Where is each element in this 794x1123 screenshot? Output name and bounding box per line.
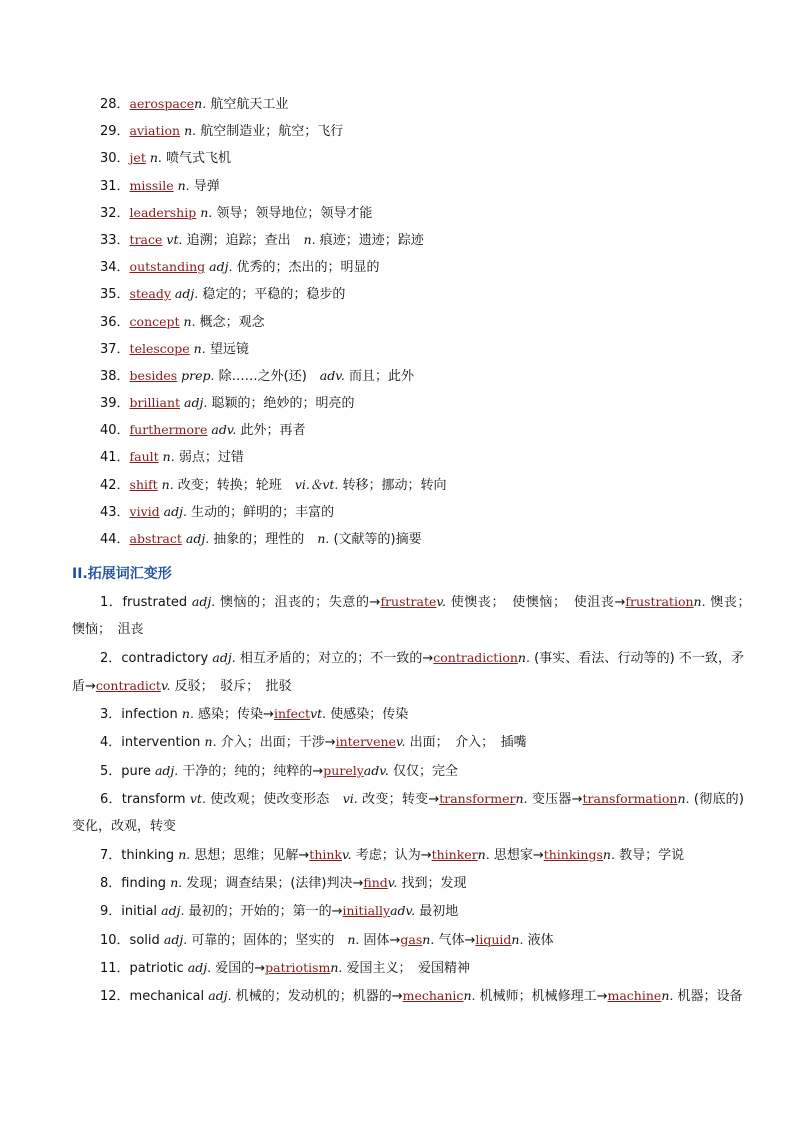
vocab-definition: 导弹 xyxy=(189,178,220,194)
entry-text: 12．mechanical xyxy=(100,989,209,1005)
derived-word: frustration xyxy=(625,594,694,609)
vocab-definition: 除……之外(还) xyxy=(214,368,320,384)
part-of-speech: adj. xyxy=(208,988,232,1004)
vocabulary-list xyxy=(100,94,740,556)
vocab-number: 31． xyxy=(100,178,130,194)
entry-text: (彻底的) 变化，改观，转变 xyxy=(72,792,749,835)
derived-word: frustrate xyxy=(380,594,437,609)
vocab-pos: adj. xyxy=(205,259,233,275)
part-of-speech: v. xyxy=(436,594,446,609)
derived-word: liquid xyxy=(475,931,512,947)
part-of-speech: n. xyxy=(170,874,183,890)
part-of-speech: vt. xyxy=(189,791,206,807)
entry-text: 11．patriotic xyxy=(100,960,188,976)
part-of-speech: n. xyxy=(511,931,524,947)
vocab-definition: 领导；领导地位；领导才能 xyxy=(212,205,373,221)
part-of-speech: adj. xyxy=(187,959,212,975)
vocab-pos: n. xyxy=(179,313,196,329)
vocab-item xyxy=(100,393,740,420)
word-extension-entry xyxy=(72,588,758,644)
vocab-word: aviation xyxy=(129,123,181,139)
vocab-word: besides xyxy=(129,367,178,383)
vocab-number: 35． xyxy=(100,287,130,303)
word-extension-entry xyxy=(72,869,744,897)
vocab-number: 34． xyxy=(100,260,130,276)
entry-text: 5．pure xyxy=(100,763,155,779)
entry-text: 感染；传染→ xyxy=(193,707,274,723)
entry-text: 最初的；开始的；第一的→ xyxy=(184,904,343,920)
part-of-speech: v. xyxy=(160,677,171,693)
entry-text: 7．thinking xyxy=(100,847,179,863)
entry-text: 气体→ xyxy=(434,932,476,948)
vocab-definition: 此外；再者 xyxy=(236,423,306,439)
part-of-speech: n. xyxy=(181,706,194,722)
entry-text: 可靠的；固体的；坚实的 xyxy=(187,932,348,948)
vocab-item xyxy=(100,420,740,447)
vocab-pos: n. xyxy=(196,204,213,220)
part-of-speech: n. xyxy=(178,846,191,862)
entry-text: 使感染；传染 xyxy=(326,707,409,723)
vocab-definition: 航空制造业；航空；飞行 xyxy=(196,124,344,140)
entry-text: 使改观；使改变形态 xyxy=(205,792,343,808)
vocab-word: telescope xyxy=(129,340,190,356)
entry-text: 4．intervention xyxy=(100,735,205,751)
part-of-speech: n. xyxy=(330,959,343,975)
vocab-definition: 抽象的；理性的 xyxy=(209,532,318,547)
entry-text: 机器；设备 xyxy=(673,989,743,1005)
vocab-item xyxy=(100,366,740,393)
word-extension-entry xyxy=(72,644,744,701)
word-extension-entry xyxy=(72,897,744,925)
vocab-item xyxy=(100,502,740,529)
entry-text: 3．infection xyxy=(100,707,182,723)
part-of-speech: adj. xyxy=(161,903,185,919)
derived-word: infect xyxy=(273,706,311,722)
vocab-pos: n. xyxy=(157,476,174,492)
part-of-speech: n. xyxy=(677,791,690,807)
part-of-speech: v. xyxy=(395,734,406,750)
vocab-pos: prep. xyxy=(177,367,215,383)
derived-word: intervene xyxy=(335,734,396,750)
entry-text: 使懊丧； 使懊恼； 使沮丧→ xyxy=(445,595,626,610)
entry-text: 机械师；机械修理工→ xyxy=(475,989,608,1005)
derived-word: contradict xyxy=(95,677,161,693)
vocab-item xyxy=(100,475,740,502)
vocab-word: steady xyxy=(129,286,171,302)
entry-text: 反驳； 驳斥； 批驳 xyxy=(170,678,292,694)
part-of-speech: v. xyxy=(387,874,398,890)
vocab-word: aerospace xyxy=(129,96,195,111)
vocab-pos: adj. xyxy=(170,286,199,302)
section-heading: II.拓展词汇变形 xyxy=(72,566,172,582)
derived-word: thinkings xyxy=(543,846,603,862)
vocab-pos: n. xyxy=(180,123,197,139)
entry-text: 最初地 xyxy=(415,904,459,920)
entry-text: 介入；出面；干涉→ xyxy=(216,735,336,751)
part-of-speech: n. xyxy=(602,846,615,862)
vocab-number: 37． xyxy=(100,341,130,357)
vocab-word: concept xyxy=(129,313,180,329)
entry-text: 找到；发现 xyxy=(397,875,467,891)
part-of-speech: n. xyxy=(422,931,435,947)
part-of-speech: n. xyxy=(347,931,360,947)
vocab-definition-secondary: 而且；此外 xyxy=(344,368,414,384)
word-extension-entry xyxy=(72,785,749,841)
vocab-pos: n. xyxy=(145,150,162,166)
entry-text: 懊恼的；沮丧的；失意的→ xyxy=(215,595,381,610)
vocab-number: 44． xyxy=(100,532,130,547)
entry-text: (事实、看法、行动等的) 不一致，矛盾→ xyxy=(72,650,744,694)
vocab-word: leadership xyxy=(129,204,197,220)
vocab-item xyxy=(100,447,740,474)
part-of-speech: n. xyxy=(693,594,706,609)
part-of-speech: n. xyxy=(204,734,217,750)
entry-text: 考虑；认为→ xyxy=(351,847,432,863)
vocab-pos: adv. xyxy=(207,422,237,438)
derived-word: gas xyxy=(400,931,423,947)
vocab-definition: 概念；观念 xyxy=(195,314,265,330)
derived-word: patriotism xyxy=(265,959,331,975)
part-of-speech: vi. xyxy=(342,791,358,807)
vocab-item xyxy=(100,176,740,203)
vocab-item xyxy=(100,230,740,257)
vocab-word: jet xyxy=(129,150,146,166)
part-of-speech: v. xyxy=(342,846,352,862)
derived-word: transformer xyxy=(439,791,516,807)
vocab-item xyxy=(100,203,740,230)
entry-text: 思想家→ xyxy=(489,847,544,863)
entry-text: 思想；思维；见解→ xyxy=(190,847,310,863)
vocab-number: 33． xyxy=(100,232,130,248)
vocab-word: outstanding xyxy=(129,259,206,275)
word-extension-entry xyxy=(72,954,744,982)
vocab-pos-secondary: vi.＆vt. xyxy=(294,476,339,492)
vocab-word: missile xyxy=(129,177,174,193)
vocab-word: trace xyxy=(129,231,163,247)
vocab-pos: adj. xyxy=(181,531,210,546)
vocab-word: brilliant xyxy=(129,395,181,411)
vocab-definition: 喷气式飞机 xyxy=(161,151,231,167)
part-of-speech: n. xyxy=(661,988,674,1004)
vocab-number: 41． xyxy=(100,450,130,466)
entry-text: 懊丧； 懊恼； 沮丧 xyxy=(72,595,758,638)
entry-text: 相互矛盾的；对立的；不一致的→ xyxy=(235,650,434,666)
part-of-speech: adj. xyxy=(154,762,179,778)
entry-text: 发现；调查结果；(法律)判决→ xyxy=(182,875,364,891)
vocab-word: shift xyxy=(129,476,158,492)
entry-text: 液体 xyxy=(523,932,554,948)
entry-text: 爱国主义； 爱国精神 xyxy=(342,960,471,976)
vocab-definition-secondary: (文献等的)摘要 xyxy=(329,532,422,547)
vocab-word: fault xyxy=(129,449,159,465)
vocab-definition: 追溯；追踪；查出 xyxy=(182,232,304,248)
vocab-item xyxy=(100,94,740,121)
vocab-definition: 聪颖的；绝妙的；明亮的 xyxy=(207,396,355,412)
vocab-item xyxy=(100,148,740,175)
entry-text: 爱国的→ xyxy=(211,960,266,976)
vocab-item xyxy=(100,312,740,339)
vocab-item xyxy=(100,284,740,311)
word-extension-entry xyxy=(72,841,744,869)
vocab-number: 42． xyxy=(100,477,130,493)
vocab-pos: adj. xyxy=(180,395,208,411)
derived-word: find xyxy=(363,874,388,890)
entry-text: 干净的；纯的；纯粹的→ xyxy=(178,763,324,779)
vocab-word: furthermore xyxy=(129,422,208,438)
vocab-number: 29． xyxy=(100,124,130,140)
vocab-pos: n. xyxy=(189,340,206,356)
part-of-speech: adj. xyxy=(163,931,188,947)
vocab-definition: 稳定的；平稳的；稳步的 xyxy=(198,287,346,303)
vocab-pos-secondary: adv. xyxy=(319,367,345,383)
vocab-definition: 生动的；鲜明的；丰富的 xyxy=(186,504,335,520)
vocab-item xyxy=(100,121,740,148)
vocab-definition: 望远镜 xyxy=(205,341,249,357)
vocab-item xyxy=(100,529,740,556)
derived-word: machine xyxy=(607,988,662,1004)
entry-text: 9．initial xyxy=(100,904,162,920)
word-extension-list xyxy=(72,588,758,1010)
entry-text: 仅仅；完全 xyxy=(388,763,458,779)
vocab-pos: adj. xyxy=(159,503,187,519)
entry-text: 2．contradictory xyxy=(100,650,213,666)
vocab-word: abstract xyxy=(129,531,182,546)
word-extension-entry xyxy=(72,700,744,728)
part-of-speech: adv. xyxy=(363,762,389,778)
derived-word: think xyxy=(309,846,342,862)
word-extension-entry xyxy=(72,926,744,954)
derived-word: thinker xyxy=(431,846,478,862)
entry-text: 改变；转变→ xyxy=(357,792,440,808)
word-extension-entry xyxy=(72,982,744,1010)
entry-text: 机械的；发动机的；机器的→ xyxy=(231,989,403,1005)
word-extension-entry xyxy=(72,728,744,756)
vocab-number: 39． xyxy=(100,396,130,412)
derived-word: initially xyxy=(342,903,391,919)
vocab-pos-secondary: n. xyxy=(303,231,316,247)
part-of-speech: adj. xyxy=(212,649,236,665)
derived-word: purely xyxy=(323,762,364,778)
vocab-definition: 优秀的；杰出的；明显的 xyxy=(232,260,380,276)
part-of-speech: n. xyxy=(515,791,528,807)
entry-text: 8．finding xyxy=(100,875,171,891)
vocab-word: vivid xyxy=(129,503,160,519)
derived-word: contradiction xyxy=(433,649,518,665)
vocab-number: 43． xyxy=(100,504,130,520)
vocab-number: 38． xyxy=(100,368,130,384)
vocab-pos: n. xyxy=(158,449,175,465)
entry-text: 1．frustrated xyxy=(100,595,192,610)
vocab-pos: n. xyxy=(173,177,190,193)
word-extension-entry xyxy=(72,757,744,785)
entry-text: 教导；学说 xyxy=(614,847,685,863)
vocab-pos: n. xyxy=(194,96,207,111)
part-of-speech: adj. xyxy=(191,594,216,609)
vocab-definition: 航空航天工业 xyxy=(206,97,289,112)
entry-text: 10．solid xyxy=(100,932,164,948)
derived-word: transformation xyxy=(582,791,678,807)
vocab-pos: vt. xyxy=(162,231,183,247)
entry-text: 出面； 介入； 插嘴 xyxy=(405,735,527,751)
vocab-item xyxy=(100,339,740,366)
vocab-item xyxy=(100,257,740,284)
vocab-number: 32． xyxy=(100,205,130,221)
part-of-speech: vt. xyxy=(310,706,327,722)
vocab-pos-secondary: n. xyxy=(317,531,330,546)
vocab-definition: 改变；转换；轮班 xyxy=(173,477,295,493)
vocab-definition-secondary: 痕迹；遗迹；踪迹 xyxy=(315,232,424,248)
entry-text: 固体→ xyxy=(359,932,401,948)
vocab-definition: 弱点；过错 xyxy=(174,450,244,466)
part-of-speech: adv. xyxy=(390,903,416,919)
vocab-definition-secondary: 转移；挪动；转向 xyxy=(338,477,447,493)
vocab-number: 28． xyxy=(100,97,130,112)
part-of-speech: n. xyxy=(463,988,476,1004)
derived-word: mechanic xyxy=(402,988,464,1004)
vocab-number: 36． xyxy=(100,314,130,330)
part-of-speech: n. xyxy=(477,846,490,862)
entry-text: 变压器→ xyxy=(527,792,583,808)
entry-text: 6．transform xyxy=(100,792,190,808)
vocab-number: 40． xyxy=(100,423,130,439)
vocab-number: 30． xyxy=(100,151,130,167)
part-of-speech: n. xyxy=(517,649,530,665)
